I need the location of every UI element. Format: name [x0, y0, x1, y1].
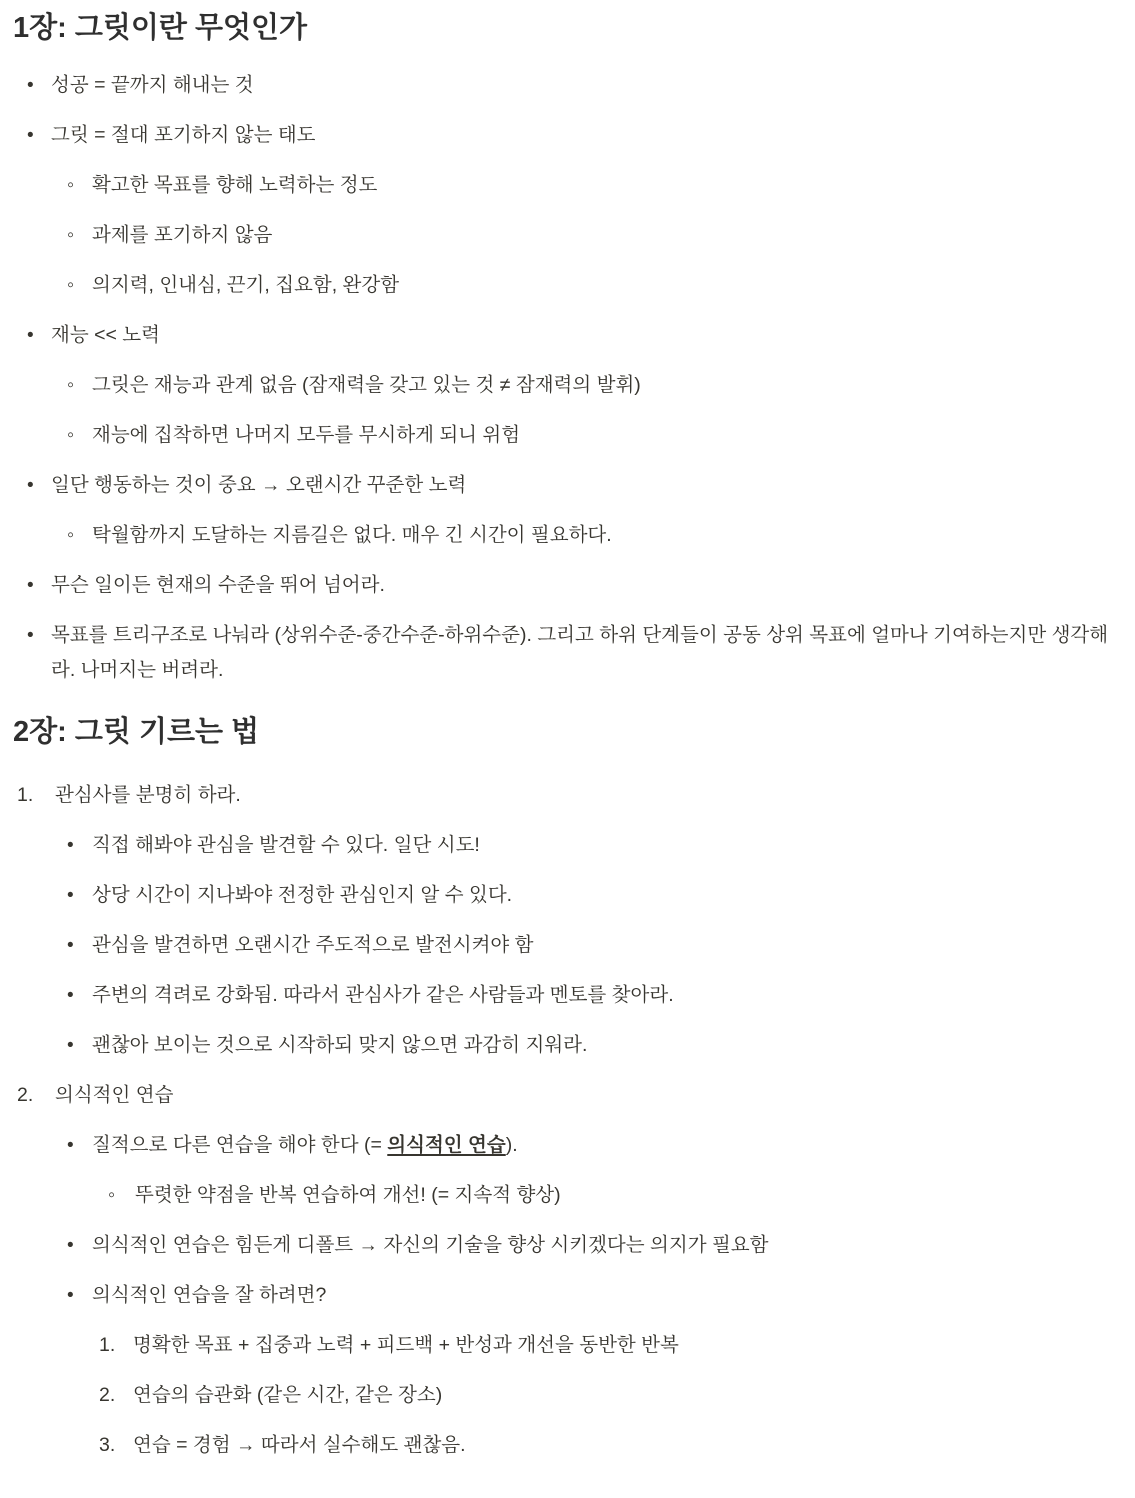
- circle-bullet-icon: ◦: [67, 224, 75, 246]
- list-item: [0, 878, 1135, 913]
- bullet-icon: •: [67, 1135, 74, 1156]
- circle-bullet-icon: ◦: [67, 374, 75, 396]
- list-item: [0, 268, 1135, 303]
- list-item-text: 직접 해봐야 관심을 발견할 수 있다. 일단 시도!: [92, 834, 480, 856]
- list-item-text: 재능에 집착하면 나머지 모두를 무시하게 되니 위험: [92, 424, 521, 446]
- numbered-list-item: [0, 1328, 1135, 1363]
- bullet-icon: •: [27, 575, 34, 596]
- number-marker: 2.: [17, 1084, 34, 1106]
- bullet-icon: •: [67, 835, 74, 856]
- bullet-icon: •: [67, 1235, 74, 1256]
- list-item-text: 그릿은 재능과 관계 없음 (잠재력을 갖고 있는 것 ≠ 잠재력의 발휘): [92, 374, 641, 396]
- list-item: [0, 1278, 1135, 1313]
- list-item-text: 성공 = 끝까지 해내는 것: [51, 74, 254, 96]
- list-item-text: 괜찮아 보이는 것으로 시작하되 맞지 않으면 과감히 지워라.: [92, 1034, 588, 1056]
- list-item-text: 뚜렷한 약점을 반복 연습하여 개선! (= 지속적 향상): [135, 1184, 561, 1206]
- numbered-list-item: [0, 1378, 1135, 1413]
- list-item-text: [92, 1128, 1119, 1163]
- number-marker: 3.: [99, 1434, 116, 1456]
- list-item-text: 관심을 발견하면 오랜시간 주도적으로 발전시켜야 함: [92, 934, 534, 956]
- bullet-icon: •: [67, 1035, 74, 1056]
- list-item-text: 의지력, 인내심, 끈기, 집요함, 완강함: [92, 274, 400, 296]
- list-item-text: 관심사를 분명히 하라.: [55, 784, 241, 806]
- numbered-list-item: [0, 778, 1135, 813]
- list-item-text: 확고한 목표를 향해 노력하는 정도: [92, 174, 378, 196]
- list-item: [0, 68, 1135, 103]
- list-item: [0, 1178, 1135, 1213]
- list-item-text: 상당 시간이 지나봐야 전정한 관심인지 알 수 있다.: [92, 884, 513, 906]
- bullet-icon: •: [27, 325, 34, 346]
- list-item-text: 목표를 트리구조로 나눠라 (상위수준-중간수준-하위수준). 그리고 하위 단계들이 공동 상위 목표에 얼마나 기여하는지만 생각해라. 나머지는 버려라.: [51, 624, 1109, 681]
- number-marker: 1.: [17, 784, 34, 806]
- rich-text-prefix: 질적으로 다른 연습을 해야 한다 (=: [92, 1134, 388, 1156]
- bullet-icon: •: [27, 75, 34, 96]
- list-item-text: 명확한 목표 + 집중과 노력 + 피드백 + 반성과 개선을 동반한 반복: [133, 1334, 679, 1356]
- list-item-text: 과제를 포기하지 않음: [92, 224, 273, 246]
- circle-bullet-icon: ◦: [67, 174, 75, 196]
- list-item: [0, 568, 1135, 603]
- list-item: [0, 518, 1135, 553]
- list-item-text: 연습의 습관화 (같은 시간, 같은 장소): [133, 1384, 443, 1406]
- circle-bullet-icon: ◦: [67, 424, 75, 446]
- list-item: [0, 928, 1135, 963]
- list-item-text: 의식적인 연습을 잘 하려면?: [92, 1284, 327, 1306]
- list-item-text: 의식적인 연습은 힘든게 디폴트 → 자신의 기술을 향상 시키겠다는 의지가 필요함: [92, 1234, 769, 1256]
- rich-text-suffix: ).: [505, 1134, 518, 1156]
- bullet-icon: •: [67, 885, 74, 906]
- list-item-text: 그릿 = 절대 포기하지 않는 태도: [51, 124, 316, 146]
- bullet-icon: •: [67, 1285, 74, 1306]
- emphasized-term: 의식적인 연습: [387, 1134, 506, 1156]
- circle-bullet-icon: ◦: [67, 524, 75, 546]
- bullet-icon: •: [67, 935, 74, 956]
- list-item-text: 의식적인 연습: [55, 1084, 174, 1106]
- list-item: [0, 418, 1135, 453]
- list-item-text: 탁월함까지 도달하는 지름길은 없다. 매우 긴 시간이 필요하다.: [92, 524, 612, 546]
- list-item: [0, 318, 1135, 353]
- bullet-icon: •: [27, 475, 34, 496]
- list-item: [0, 828, 1135, 863]
- list-item: [0, 118, 1135, 153]
- list-item: [0, 468, 1135, 503]
- list-item: [0, 1228, 1135, 1263]
- list-item-text: 주변의 격려로 강화됨. 따라서 관심사가 같은 사람들과 멘토를 찾아라.: [92, 984, 674, 1006]
- list-item: [0, 368, 1135, 403]
- bullet-icon: •: [27, 625, 34, 646]
- number-marker: 1.: [99, 1334, 116, 1356]
- list-item: [0, 1128, 1135, 1163]
- bullet-icon: •: [67, 985, 74, 1006]
- section-heading-chapter2: 2장: 그릿 기르는 법: [13, 716, 260, 748]
- number-marker: 2.: [99, 1384, 116, 1406]
- bullet-icon: •: [27, 125, 34, 146]
- list-item: [0, 978, 1135, 1013]
- list-item: [0, 168, 1135, 203]
- circle-bullet-icon: ◦: [108, 1184, 116, 1206]
- list-item-text: 재능 << 노력: [51, 324, 160, 346]
- list-item-text: 연습 = 경험 → 따라서 실수해도 괜찮음.: [133, 1434, 466, 1456]
- section-heading-chapter1: 1장: 그릿이란 무엇인가: [13, 12, 308, 44]
- numbered-list-item: [0, 1428, 1135, 1463]
- circle-bullet-icon: ◦: [67, 274, 75, 296]
- list-item: [0, 1028, 1135, 1063]
- numbered-list-item: [0, 1078, 1135, 1113]
- list-item: [0, 218, 1135, 253]
- list-item-text: 무슨 일이든 현재의 수준을 뛰어 넘어라.: [51, 574, 385, 596]
- list-item-text: 일단 행동하는 것이 중요 → 오랜시간 꾸준한 노력: [51, 474, 467, 496]
- list-item: [0, 618, 1135, 688]
